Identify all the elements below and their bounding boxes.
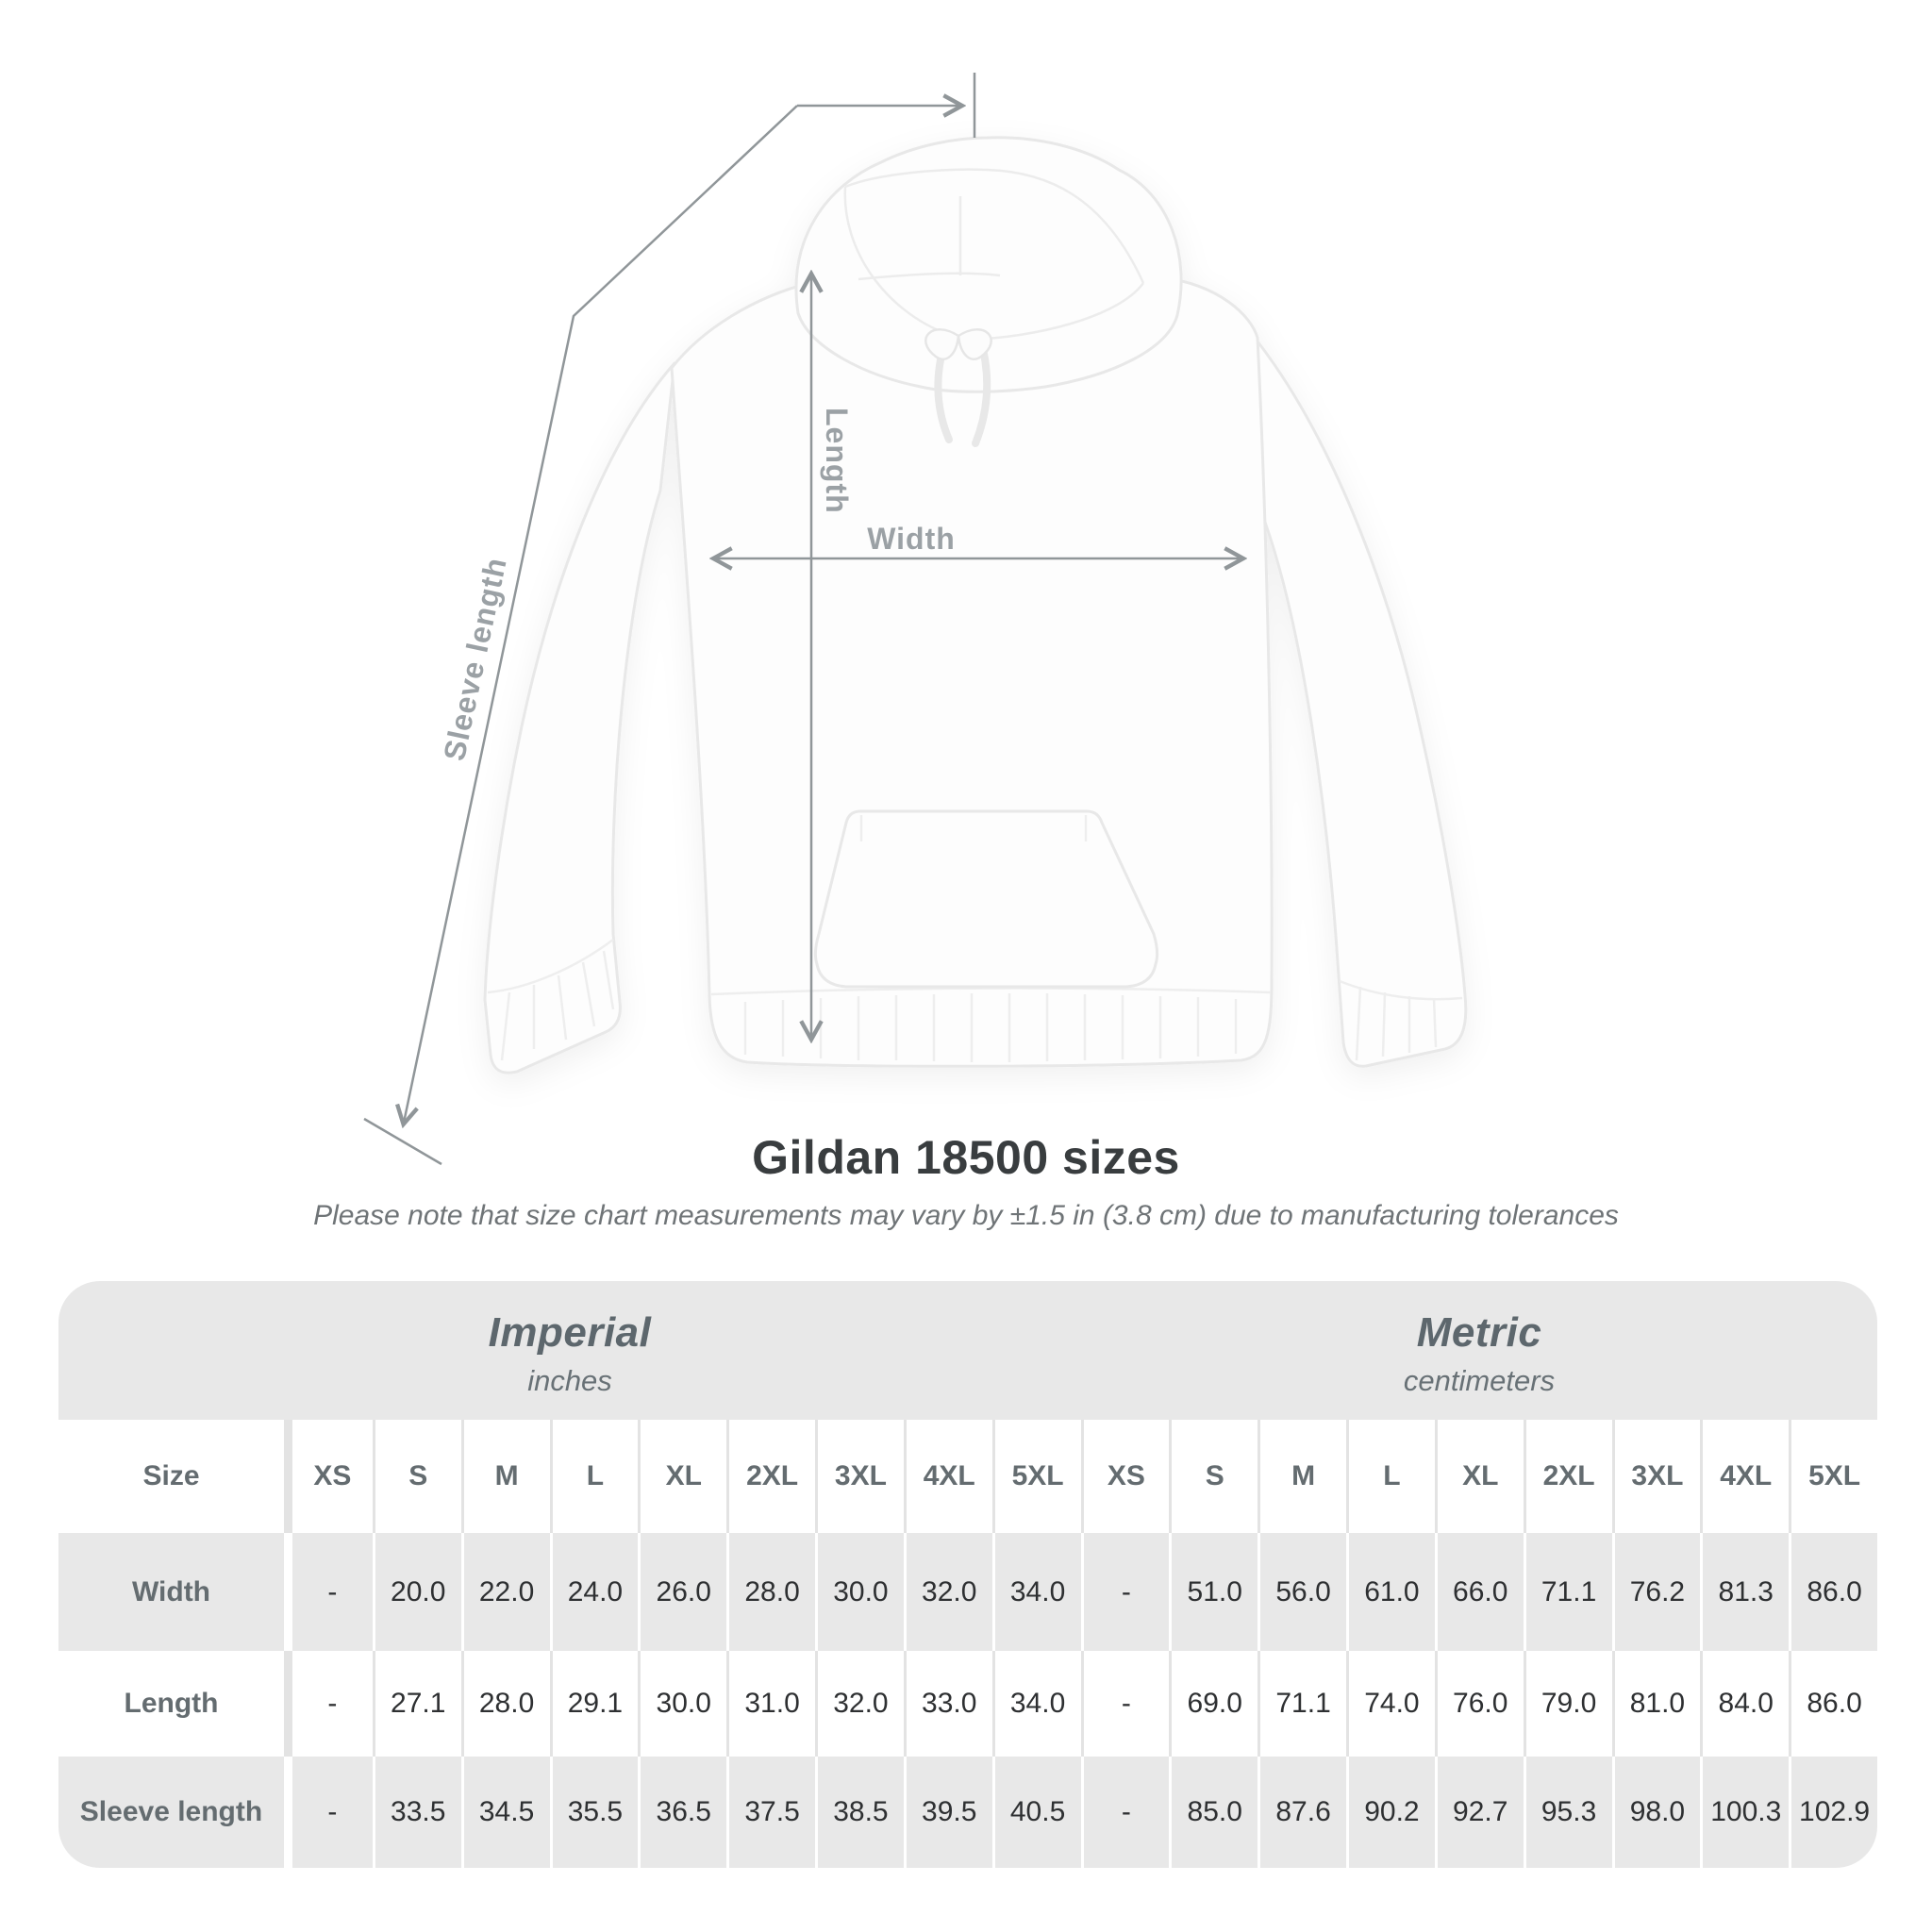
imperial-group-header — [58, 1281, 1081, 1420]
column-header-cell: 5XL — [992, 1420, 1081, 1533]
size-header-row — [58, 1420, 1877, 1533]
data-cell: - — [1081, 1757, 1170, 1868]
data-cell: 35.5 — [550, 1757, 639, 1868]
data-cell: 33.5 — [373, 1757, 461, 1868]
unit-header-band — [58, 1281, 1877, 1420]
column-header-cell: L — [550, 1420, 639, 1533]
column-header-cell: 2XL — [1524, 1420, 1612, 1533]
column-header-cell: M — [1257, 1420, 1346, 1533]
column-header-cell: 5XL — [1789, 1420, 1877, 1533]
data-cell: 76.2 — [1612, 1533, 1701, 1651]
data-cell: 95.3 — [1524, 1757, 1612, 1868]
data-cell: 34.5 — [461, 1757, 550, 1868]
data-cell: 71.1 — [1257, 1651, 1346, 1757]
sleeve-length-row-label: Sleeve length — [58, 1757, 284, 1868]
table-rows — [58, 1420, 1877, 1868]
data-cell: 40.5 — [992, 1757, 1081, 1868]
data-cell: 22.0 — [461, 1533, 550, 1651]
data-cell: 69.0 — [1169, 1651, 1257, 1757]
data-cell: 61.0 — [1346, 1533, 1435, 1651]
data-cell: - — [1081, 1533, 1170, 1651]
data-cell: 37.5 — [726, 1757, 815, 1868]
data-cell: 34.0 — [992, 1651, 1081, 1757]
data-cell: - — [284, 1533, 373, 1651]
data-cell: 92.7 — [1435, 1757, 1524, 1868]
data-cell: - — [1081, 1651, 1170, 1757]
data-cell: 86.0 — [1789, 1533, 1877, 1651]
imperial-group-title: Imperial — [488, 1308, 652, 1356]
metric-group-title: Metric — [1416, 1308, 1542, 1356]
data-cell: 29.1 — [550, 1651, 639, 1757]
data-cell: 51.0 — [1169, 1533, 1257, 1651]
sleeve-length-row — [58, 1757, 1877, 1868]
column-header-cell: 3XL — [1612, 1420, 1701, 1533]
length-row — [58, 1651, 1877, 1757]
column-header-cell: 3XL — [815, 1420, 904, 1533]
sleeve-length-measure-label: Sleeve length — [437, 554, 513, 764]
data-cell: 28.0 — [726, 1533, 815, 1651]
data-cell: - — [284, 1651, 373, 1757]
data-cell: 76.0 — [1435, 1651, 1524, 1757]
page-title: Gildan 18500 sizes — [752, 1131, 1180, 1184]
column-header-cell: L — [1346, 1420, 1435, 1533]
data-cell: 33.0 — [904, 1651, 992, 1757]
data-cell: 87.6 — [1257, 1757, 1346, 1868]
width-row — [58, 1533, 1877, 1651]
data-cell: 31.0 — [726, 1651, 815, 1757]
data-cell: 30.0 — [815, 1533, 904, 1651]
data-cell: 66.0 — [1435, 1533, 1524, 1651]
data-cell: 85.0 — [1169, 1757, 1257, 1868]
metric-group-header — [1081, 1281, 1877, 1420]
column-header-cell: 2XL — [726, 1420, 815, 1533]
data-cell: 32.0 — [904, 1533, 992, 1651]
column-header-cell: XL — [1435, 1420, 1524, 1533]
data-cell: 86.0 — [1789, 1651, 1877, 1757]
data-cell: 34.0 — [992, 1533, 1081, 1651]
data-cell: 98.0 — [1612, 1757, 1701, 1868]
data-cell: 30.0 — [638, 1651, 726, 1757]
data-cell: 102.9 — [1789, 1757, 1877, 1868]
data-cell: 56.0 — [1257, 1533, 1346, 1651]
size-header-row-label: Size — [142, 1460, 200, 1491]
length-row-label: Length — [124, 1688, 219, 1719]
data-cell: - — [284, 1757, 373, 1868]
data-cell: 32.0 — [815, 1651, 904, 1757]
column-header-cell: 4XL — [904, 1420, 992, 1533]
data-cell: 38.5 — [815, 1757, 904, 1868]
data-cell: 20.0 — [373, 1533, 461, 1651]
size-table — [58, 1281, 1877, 1868]
length-measure-label: Length — [820, 408, 854, 514]
data-cell: 24.0 — [550, 1533, 639, 1651]
data-cell: 90.2 — [1346, 1757, 1435, 1868]
column-header-cell: XS — [284, 1420, 373, 1533]
data-cell: 39.5 — [904, 1757, 992, 1868]
data-cell: 36.5 — [638, 1757, 726, 1868]
width-measure-label: Width — [867, 522, 956, 556]
data-cell: 100.3 — [1700, 1757, 1789, 1868]
data-cell: 79.0 — [1524, 1651, 1612, 1757]
column-header-cell: M — [461, 1420, 550, 1533]
imperial-group-unit: inches — [527, 1363, 612, 1397]
hoodie-shape — [485, 138, 1466, 1073]
data-cell: 28.0 — [461, 1651, 550, 1757]
data-cell: 27.1 — [373, 1651, 461, 1757]
title-block — [0, 1130, 1932, 1232]
column-header-cell: 4XL — [1700, 1420, 1789, 1533]
column-header-cell: XL — [638, 1420, 726, 1533]
width-row-label: Width — [58, 1533, 284, 1651]
data-cell: 84.0 — [1700, 1651, 1789, 1757]
data-cell: 74.0 — [1346, 1651, 1435, 1757]
metric-group-unit: centimeters — [1403, 1363, 1556, 1397]
column-header-cell: XS — [1081, 1420, 1170, 1533]
data-cell: 81.3 — [1700, 1533, 1789, 1651]
data-cell: 81.0 — [1612, 1651, 1701, 1757]
tolerance-note: Please note that size chart measurements may vary by ±1.5 in (3.8 cm) due to manufacturing tolerances — [313, 1200, 1619, 1231]
column-header-cell: S — [373, 1420, 461, 1533]
data-cell: 26.0 — [638, 1533, 726, 1651]
column-header-cell: S — [1169, 1420, 1257, 1533]
data-cell: 71.1 — [1524, 1533, 1612, 1651]
